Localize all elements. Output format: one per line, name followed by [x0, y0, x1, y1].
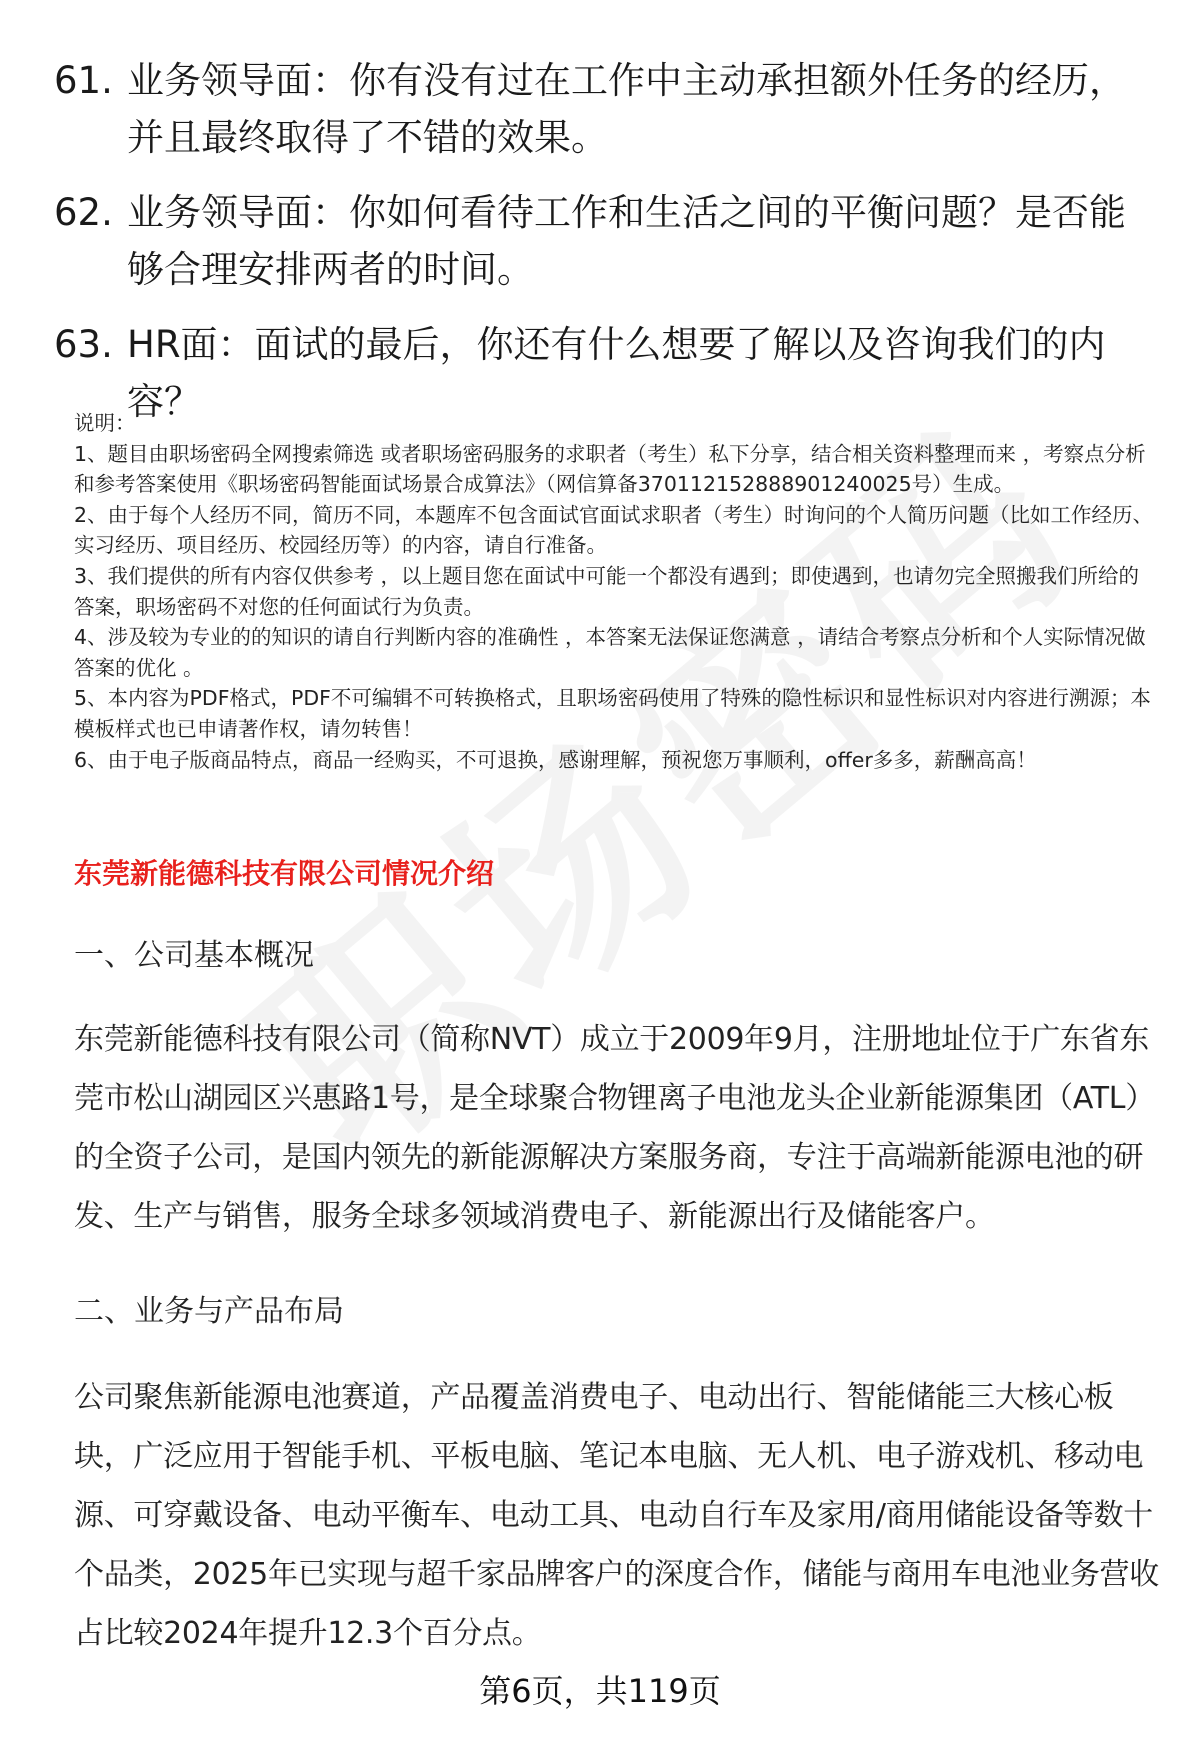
note-item: 5、本内容为PDF格式，PDF不可编辑不可转换格式，且职场密码使用了特殊的隐性标识和显性标识对内容进行溯源；本模板样式也已申请著作权，请勿转售！	[74, 686, 1151, 741]
question-list	[54, 52, 1154, 448]
note-item: 3、我们提供的所有内容仅供参考 ，以上题目您在面试中可能一个都没有遇到；即使遇到，也请勿完全照搬我们所给的答案，职场密码不对您的任何面试行为负责。	[74, 563, 1140, 619]
question-number: 61.	[54, 59, 113, 102]
question-item	[54, 52, 1154, 166]
question-text: HR面：面试的最后，你还有什么想要了解以及咨询我们的内容？	[127, 323, 1106, 423]
section-heading-business: 二、业务与产品布局	[74, 1294, 344, 1329]
note-item: 1、题目由职场密码全网搜索筛选 或者职场密码服务的求职者（考生）私下分享，结合相关资料整理而来 ，考察点分析和参考答案使用《职场密码智能面试场景合成算法》（网信算备370112152888901240025号）生成。	[74, 441, 1146, 497]
question-text: 业务领导面：你如何看待工作和生活之间的平衡问题？是否能够合理安排两者的时间。	[127, 191, 1126, 291]
note-item: 4、涉及较为专业的的知识的请自行判断内容的准确性 ，本答案无法保证您满意 ，请结合考察点分析和个人实际情况做答案的优化 。	[74, 625, 1146, 680]
page-number: 第6页，共119页	[479, 1672, 721, 1710]
section-paragraph-business: 公司聚焦新能源电池赛道，产品覆盖消费电子、电动出行、智能储能三大核心板块，广泛应用于智能手机、平板电脑、笔记本电脑、无人机、电子游戏机、移动电源、可穿戴设备、电动平衡车、电动工具、电动自行车及家用/商用储能设备等数十个品类，2025年已实现与超千家品牌客户的深度合作，储能与商用车电池业务营收占比较2024年提升12.3个百分点。	[74, 1380, 1159, 1651]
note-item: 2、由于每个人经历不同，简历不同，本题库不包含面试官面试求职者（考生）时询问的个人简历问题（比如工作经历、实习经历、项目经历、校园经历等）的内容，请自行准备。	[74, 502, 1154, 558]
question-text: 业务领导面：你有没有过在工作中主动承担额外任务的经历，并且最终取得了不错的效果。	[127, 59, 1126, 159]
question-number: 63.	[54, 323, 113, 366]
section-heading-overview: 一、公司基本概况	[74, 938, 314, 973]
company-title: 东莞新能德科技有限公司情况介绍	[74, 857, 495, 890]
note-item: 6、由于电子版商品特点，商品一经购买，不可退换，感谢理解，预祝您万事顺利，offer多多，薪酬高高！	[74, 747, 1037, 772]
question-item	[54, 184, 1154, 298]
notes-title: 说明：	[74, 411, 136, 435]
question-number: 62.	[54, 191, 113, 234]
notes-block	[74, 408, 1154, 775]
section-paragraph-overview: 东莞新能德科技有限公司（简称NVT）成立于2009年9月，注册地址位于广东省东莞市松山湖园区兴惠路1号，是全球聚合物锂离子电池龙头企业新能源集团（ATL）的全资子公司，是国内领先的新能源解决方案服务商，专注于高端新能源电池的研发、生产与销售，服务全球多领域消费电子、新能源出行及储能客户。	[74, 1022, 1155, 1234]
